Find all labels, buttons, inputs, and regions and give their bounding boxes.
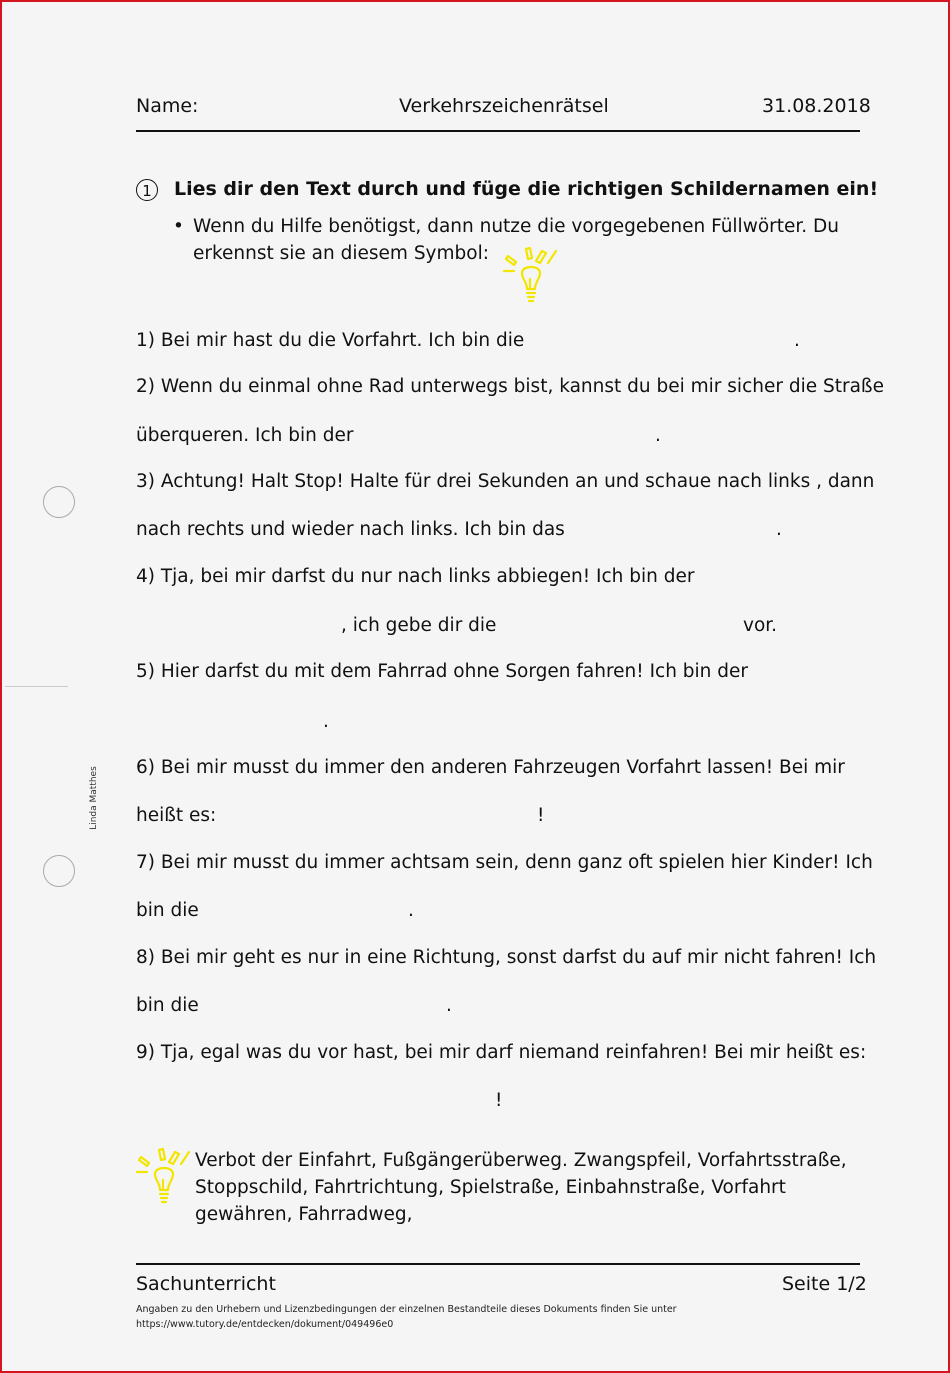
- fold-mark: [5, 686, 68, 687]
- hint-text-line2: erkennst sie an diesem Symbol:: [193, 243, 489, 264]
- question-1-end: .: [794, 330, 800, 351]
- question-3-line1: 3) Achtung! Halt Stop! Halte für drei Sekunden an und schaue nach links , dann: [136, 471, 875, 492]
- question-7-line2: bin die: [136, 900, 199, 921]
- lightbulb-icon: [133, 1146, 193, 1212]
- name-label: Name:: [136, 95, 199, 117]
- question-4-end: vor.: [743, 615, 778, 636]
- question-1: 1) Bei mir hast du die Vorfahrt. Ich bin die: [136, 330, 525, 351]
- bullet-icon: •: [173, 216, 184, 237]
- question-3-end: .: [776, 519, 782, 540]
- question-6-line2: heißt es:: [136, 805, 217, 826]
- footer-link[interactable]: https://www.tutory.de/entdecken/dokument/049496e0: [136, 1319, 394, 1330]
- footer-subject: Sachunterricht: [136, 1273, 276, 1295]
- author-credit: Linda Matthes: [88, 766, 99, 830]
- question-2-line1: 2) Wenn du einmal ohne Rad unterwegs bist, kannst du bei mir sicher die Straße: [136, 376, 884, 397]
- punch-hole-bottom: [43, 855, 75, 887]
- hint-text-line1: Wenn du Hilfe benötigst, dann nutze die vorgegebenen Füllwörter. Du: [193, 216, 840, 237]
- question-4-line1: 4) Tja, bei mir darfst du nur nach links abbiegen! Ich bin der: [136, 566, 695, 587]
- footer-attribution: Angaben zu den Urhebern und Lizenzbedingungen der einzelnen Bestandteile dieses Dokuments finden Sie unter: [136, 1304, 677, 1315]
- question-7-line1: 7) Bei mir musst du immer achtsam sein, denn ganz oft spielen hier Kinder! Ich: [136, 852, 873, 873]
- punch-hole-top: [43, 486, 75, 518]
- question-8-line2: bin die: [136, 995, 199, 1016]
- footer-rule: [136, 1263, 860, 1265]
- lightbulb-icon: [500, 245, 560, 311]
- question-2-line2: überqueren. Ich bin der: [136, 425, 354, 446]
- word-bank-line3: gewähren, Fahrradweg,: [195, 1204, 413, 1225]
- question-5-line1: 5) Hier darfst du mit dem Fahrrad ohne Sorgen fahren! Ich bin der: [136, 661, 749, 682]
- question-9-end: !: [495, 1090, 503, 1111]
- question-8-line1: 8) Bei mir geht es nur in eine Richtung, sonst darfst du auf mir nicht fahren! Ich: [136, 947, 877, 968]
- question-8-end: .: [446, 995, 452, 1016]
- question-5-end: .: [323, 711, 329, 732]
- date: 31.08.2018: [762, 95, 871, 117]
- word-bank-line1: Verbot der Einfahrt, Fußgängerüberweg. Zwangspfeil, Vorfahrtsstraße,: [195, 1150, 847, 1171]
- question-2-end: .: [655, 425, 661, 446]
- word-bank-line2: Stoppschild, Fahrtrichtung, Spielstraße, Einbahnstraße, Vorfahrt: [195, 1177, 786, 1198]
- task-number: 1: [136, 179, 158, 201]
- question-6-line1: 6) Bei mir musst du immer den anderen Fahrzeugen Vorfahrt lassen! Bei mir: [136, 757, 845, 778]
- question-9-line1: 9) Tja, egal was du vor hast, bei mir darf niemand reinfahren! Bei mir heißt es:: [136, 1042, 867, 1063]
- page-title: Verkehrszeichenrätsel: [399, 95, 609, 117]
- question-3-line2: nach rechts und wieder nach links. Ich bin das: [136, 519, 565, 540]
- question-7-end: .: [408, 900, 414, 921]
- task-instruction: Lies dir den Text durch und füge die richtigen Schildernamen ein!: [174, 178, 879, 200]
- question-6-end: !: [537, 805, 545, 826]
- header-rule: [136, 130, 860, 132]
- footer-page-number: Seite 1/2: [782, 1273, 867, 1295]
- question-4-line2: , ich gebe dir die: [341, 615, 497, 636]
